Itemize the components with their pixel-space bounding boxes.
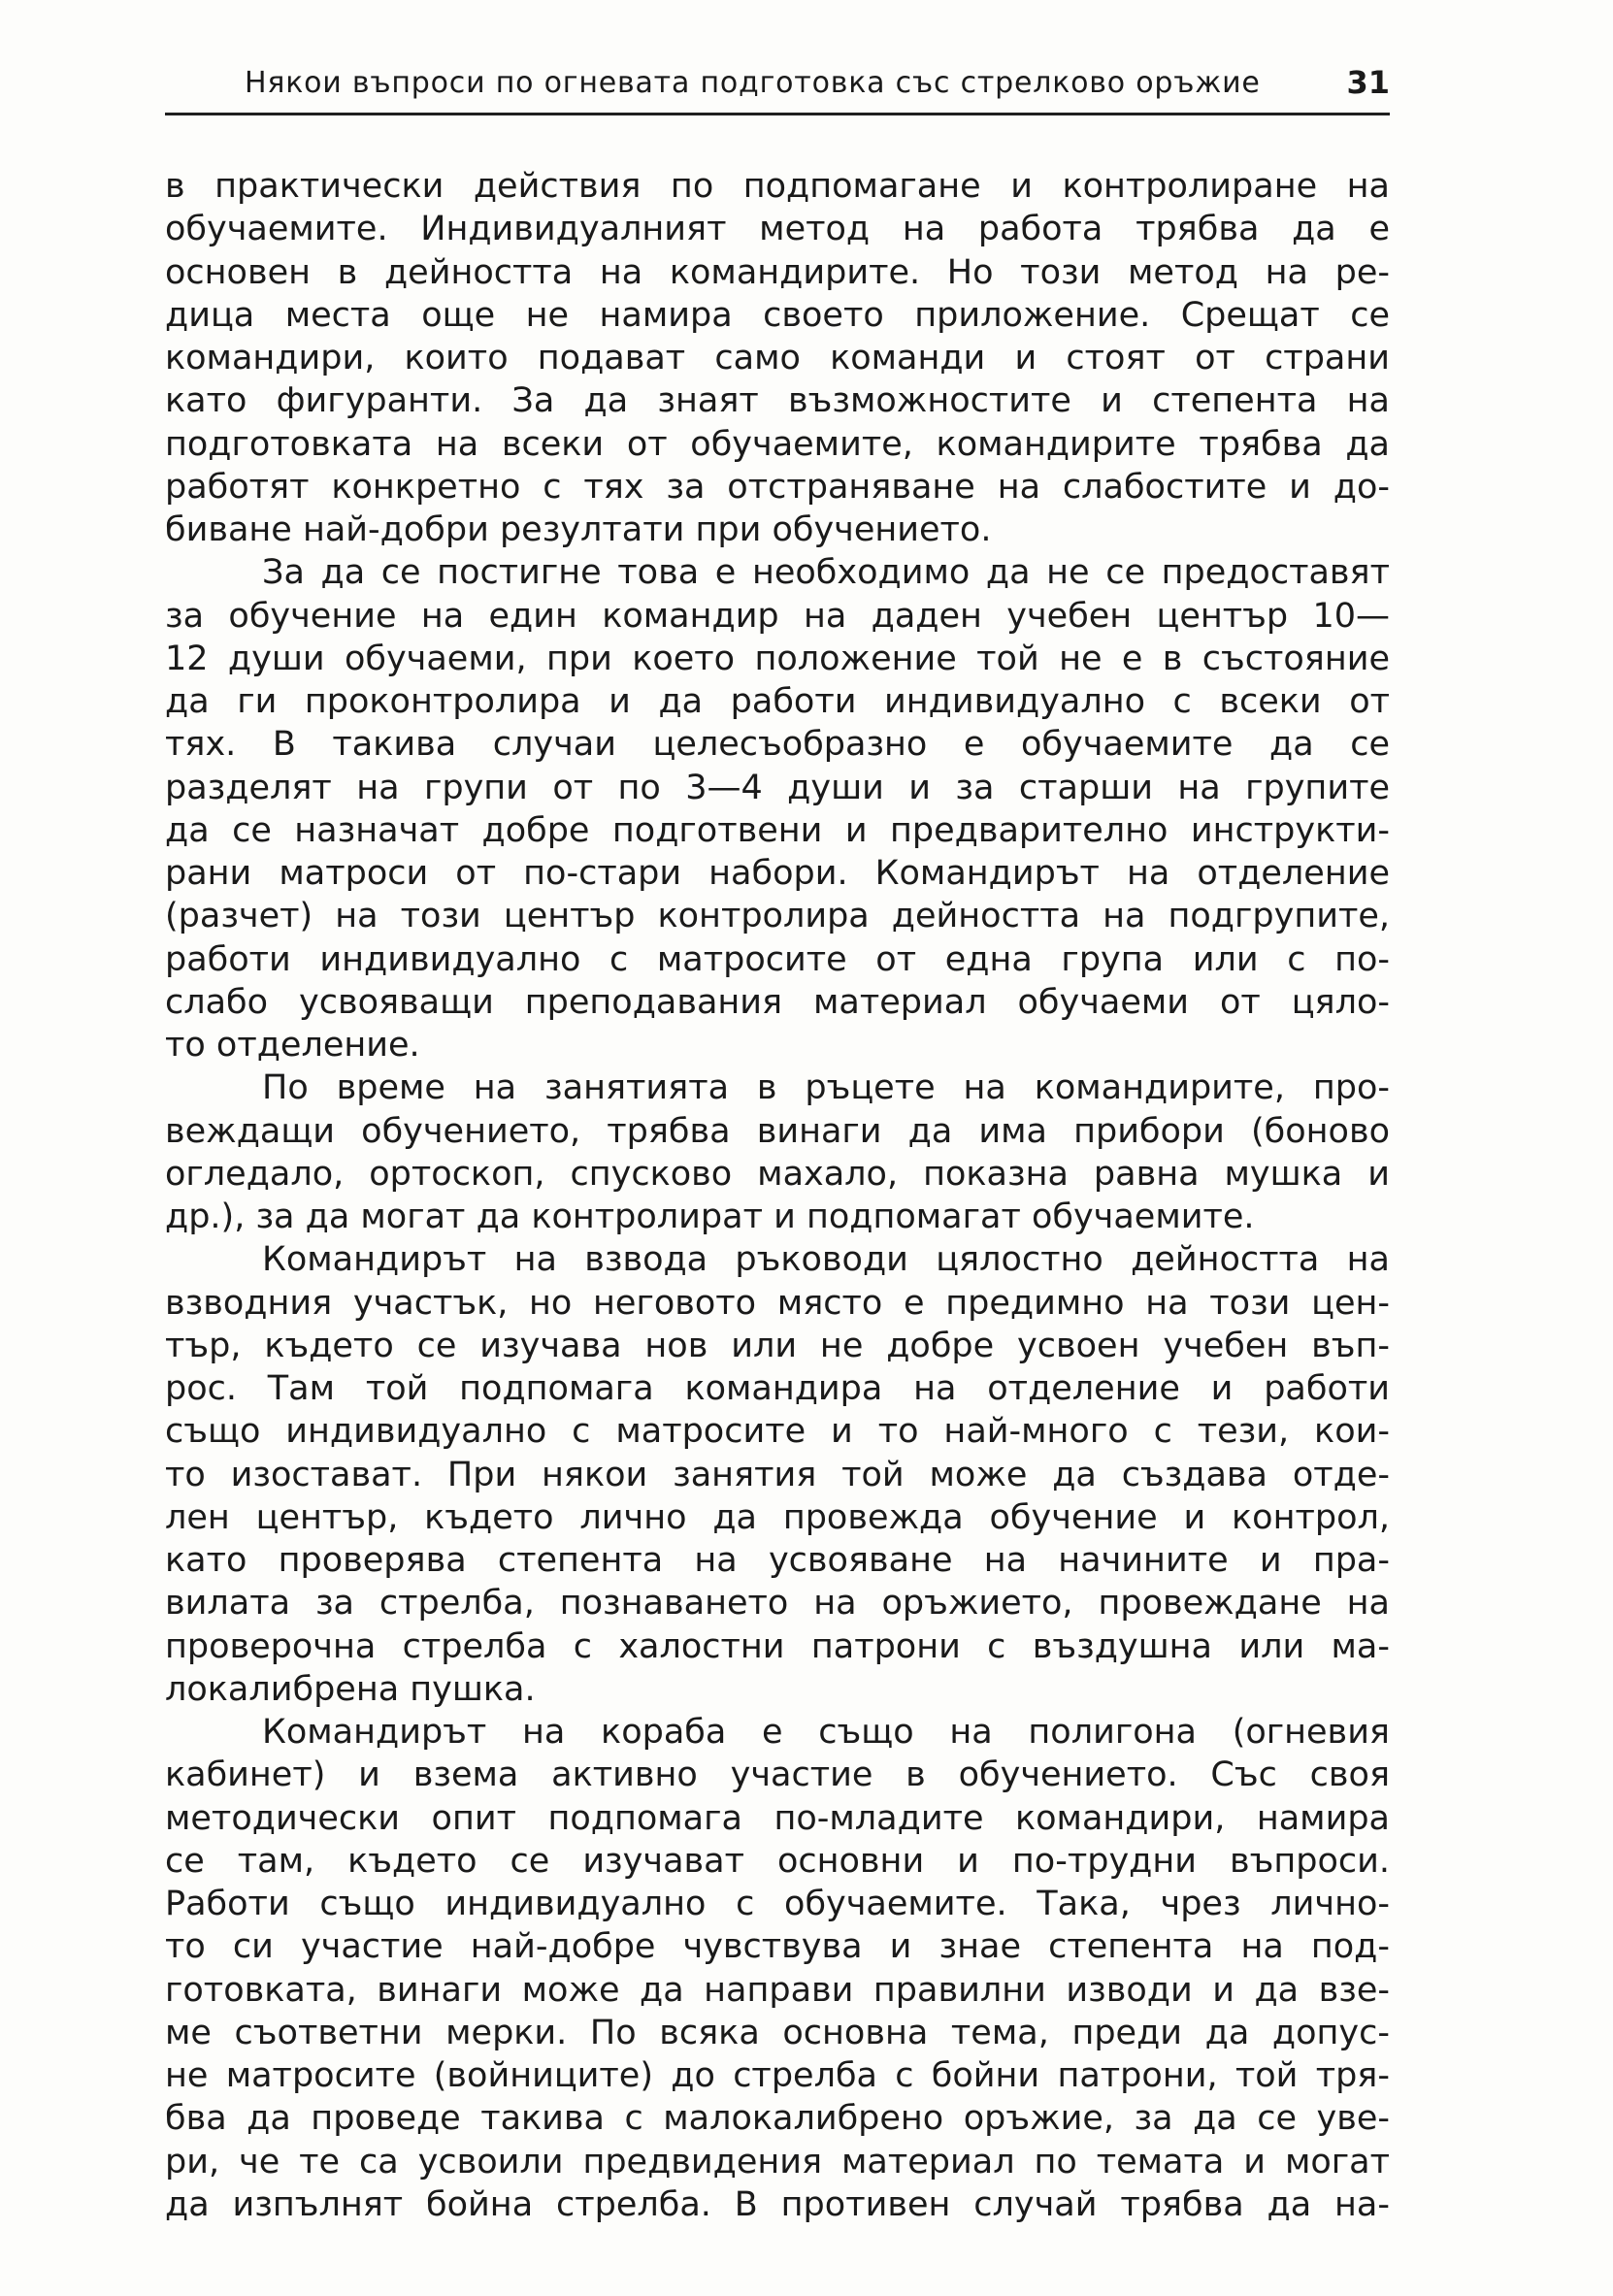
text-line: за обучение на един командир на даден учебен център 10— (165, 596, 1390, 636)
page-number: 31 (1346, 64, 1390, 101)
text-line: тях. В такива случаи целесъобразно е обучаемите да се (165, 725, 1390, 765)
text-line: подготовката на всеки от обучаемите, командирите трябва да (165, 424, 1390, 464)
text-line: методически опит подпомага по-младите командири, намира (165, 1798, 1390, 1838)
body-text (165, 165, 1390, 2226)
text-line: локалибрена пушка. (165, 1669, 536, 1709)
text-line: биване най-добри резултати при обучението. (165, 510, 992, 549)
text-line: основен в дейността на командирите. Но този метод на ре- (165, 252, 1390, 292)
text-line: се там, където се изучават основни и по-трудни въпроси. (165, 1841, 1390, 1881)
text-line: Работи също индивидуално с обучаемите. Така, чрез лично- (165, 1885, 1390, 1923)
text-line: др.), за да могат да контролират и подпомагат обучаемите. (165, 1197, 1255, 1236)
text-line: като фигуранти. За да знаят възможностите и степента на (165, 381, 1390, 421)
text-line: също индивидуално с матросите и то най-много с тези, кои- (165, 1412, 1390, 1452)
text-line: (разчет) на този център контролира дейността на подгрупите, (165, 897, 1390, 936)
text-line: слабо усвояващи преподавания материал обучаеми от цяло- (165, 982, 1390, 1022)
text-line: тър, където се изучава нов или не добре усвоен учебен въп- (165, 1326, 1390, 1365)
text-line: работят конкретно с тях за отстраняване на слабостите и до- (165, 467, 1390, 507)
text-line: разделят на групи от по 3—4 души и за старши на групите (165, 768, 1390, 807)
text-line: ри, че те са усвоили предвидения материал по темата и могат (165, 2142, 1390, 2181)
text-line: да изпълнят бойна стрелба. В противен случай трябва да на- (165, 2184, 1390, 2224)
text-line: рани матроси от по-стари набори. Командирът на отделение (165, 854, 1390, 893)
text-line: За да се постигне това е необходимо да не се предоставят (262, 553, 1390, 593)
text-line: то отделение. (165, 1026, 420, 1065)
text-line: да ги проконтролира и да работи индивидуално с всеки от (165, 682, 1390, 721)
text-line: работи индивидуално с матросите от една група или с по- (165, 939, 1390, 979)
text-line: бва да проведе такива с малокалибрено оръжие, за да се уве- (165, 2099, 1390, 2139)
text-line: 12 души обучаеми, при което положение той не е в състояние (165, 639, 1390, 678)
text-line: то си участие най-добре чувствува и знае степента на под- (165, 1927, 1390, 1967)
text-line: огледало, ортоскоп, спусково махало, показна равна мушка и (165, 1154, 1390, 1194)
text-line: в практически действия по подпомагане и контролиране на (165, 167, 1390, 206)
text-line: като проверява степента на усвояване на начините и пра- (165, 1541, 1390, 1580)
text-line: то изостават. При някои занятия той може да създава отде- (165, 1455, 1390, 1494)
text-line: проверочна стрелба с халостни патрони с въздушна или ма- (165, 1626, 1390, 1666)
text-line: вилата за стрелба, познаването на оръжието, провеждане на (165, 1584, 1390, 1624)
text-line: веждащи обучението, трябва винаги да има прибори (боново (165, 1111, 1390, 1151)
text-line: ме съответни мерки. По всяка основна тема, преди да допус- (165, 2013, 1390, 2052)
text-line: кабинет) и взема активно участие в обучението. Със своя (165, 1755, 1390, 1795)
text-line: да се назначат добре подготвени и предварително инструкти- (165, 810, 1390, 850)
text-line: командири, които подават само команди и стоят от страни (165, 339, 1390, 377)
page-header (165, 58, 1390, 115)
text-line: Командирът на кораба е също на полигона (огневия (262, 1713, 1390, 1752)
text-line: готовката, винаги може да направи правилни изводи и да взе- (165, 1970, 1390, 2010)
text-line: обучаемите. Индивидуалният метод на работа трябва да е (165, 210, 1390, 249)
text-line: не матросите (войниците) до стрелба с бойни патрони, той тря- (165, 2056, 1390, 2095)
text-line: Командирът на взвода ръководи цялостно дейността на (262, 1240, 1390, 1280)
running-title: Някои въпроси по огневата подготовка със стрелково оръжие (245, 66, 1261, 100)
text-line: рос. Там той подпомага командира на отделение и работи (165, 1369, 1390, 1408)
text-line: лен център, където лично да провежда обучение и контрол, (165, 1497, 1390, 1537)
text-line: взводния участък, но неговото място е предимно на този цен- (165, 1283, 1390, 1323)
text-line: дица места още не намира своето приложение. Срещат се (165, 295, 1390, 335)
text-line: По време на занятията в ръцете на командирите, про- (262, 1068, 1390, 1108)
